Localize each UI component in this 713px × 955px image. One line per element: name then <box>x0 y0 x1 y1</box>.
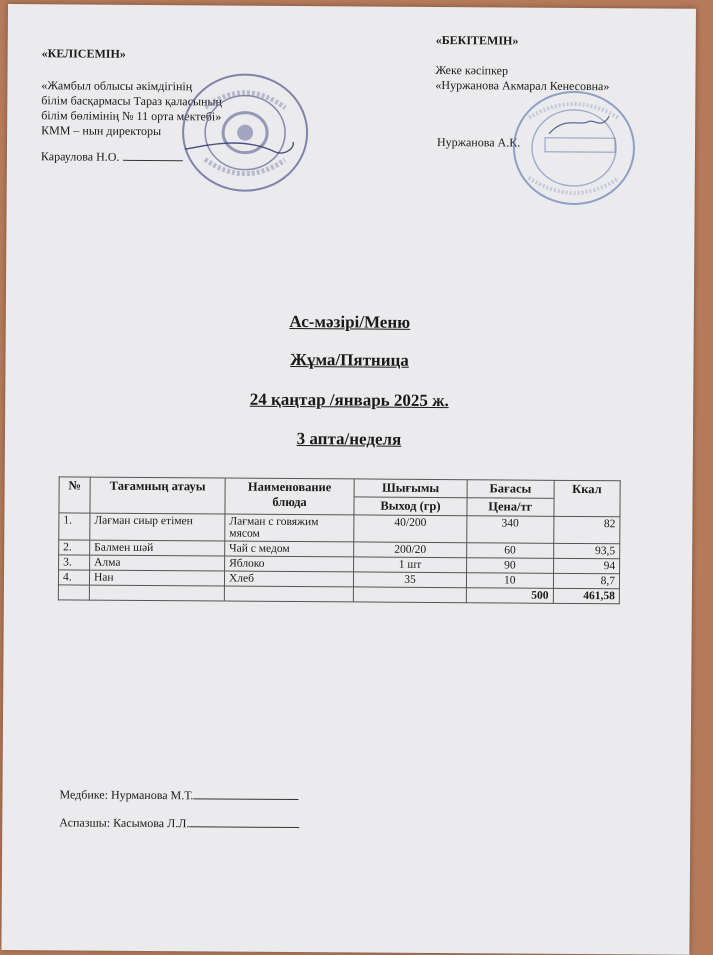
row-price: 10 <box>466 573 553 589</box>
row-yield: 1 шт <box>354 557 467 573</box>
col-name-kz: Тағамның атауы <box>90 477 225 514</box>
empty-cell <box>89 585 224 601</box>
row-name-kz: Нан <box>89 570 224 586</box>
org-line: «Жамбыл облысы әкімдігінің <box>41 78 193 94</box>
cook-label: Аспазшы: Касымова Л.Л. <box>59 815 190 831</box>
empty-cell <box>224 586 353 602</box>
row-price: 60 <box>467 543 554 559</box>
approval-right-title: «БЕКІТЕМІН» <box>435 32 519 48</box>
org-line: Жеке кәсіпкер <box>435 62 509 78</box>
row-price: 340 <box>467 516 554 544</box>
document-page <box>1 4 696 955</box>
table-header-row <box>59 477 620 499</box>
row-number: 2. <box>59 540 90 555</box>
date-title: 24 қаңтар /январь 2025 ж. <box>249 389 449 411</box>
left-signer-name: Караулова Н.О. <box>40 149 120 164</box>
col-name-ru: Наименование блюда <box>225 478 354 515</box>
row-name-ru: Лағман с говяжим мясом <box>225 514 354 542</box>
cook-line <box>59 815 299 832</box>
empty-cell <box>58 585 89 600</box>
left-signer <box>41 149 183 165</box>
menu-title: Ас-мәзірі/Меню <box>289 311 411 332</box>
row-kcal: 94 <box>553 558 619 573</box>
row-yield: 40/200 <box>354 515 467 543</box>
col-kcal: Ккал <box>554 480 621 516</box>
total-kcal: 461,58 <box>553 588 619 603</box>
table-total-row <box>58 585 619 604</box>
signature-line <box>189 826 299 828</box>
col-price-ru: Цена/тг <box>467 498 554 517</box>
row-kcal: 8,7 <box>553 573 619 588</box>
row-number: 1. <box>59 513 90 540</box>
org-line: КММ – нын директоры <box>41 123 162 139</box>
row-name-kz: Алма <box>90 555 225 571</box>
row-name-kz: Балмен шәй <box>90 540 225 556</box>
row-name-ru: Хлеб <box>224 571 353 587</box>
nurse-line <box>59 787 298 804</box>
nurse-label: Медбике: Нурманова М.Т. <box>59 787 194 803</box>
org-line: білім басқармасы Тараз қаласының <box>41 93 222 109</box>
row-number: 3. <box>59 555 90 570</box>
row-number: 4. <box>58 570 89 585</box>
day-title: Жұма/Пятница <box>290 349 409 370</box>
row-yield: 35 <box>353 572 466 588</box>
table-row <box>59 513 620 544</box>
week-title: 3 апта/неделя <box>296 429 402 449</box>
org-line: «Нуржанова Акмарал Кенесовна» <box>435 77 610 94</box>
total-price: 500 <box>466 588 553 604</box>
col-number: № <box>59 477 90 513</box>
org-line: білім бөлімінің № 11 орта мектебі» <box>41 108 222 124</box>
row-price: 90 <box>467 558 554 574</box>
col-yield-ru: Выход (гр) <box>354 497 467 516</box>
menu-table <box>58 476 621 604</box>
empty-cell <box>353 587 466 603</box>
col-price-kz: Бағасы <box>467 480 554 499</box>
signature-line <box>193 798 298 800</box>
row-yield: 200/20 <box>354 542 467 558</box>
right-signer: Нуржанова А.К. <box>436 134 521 150</box>
row-name-kz: Лағман сиыр етімен <box>90 513 225 541</box>
school-seal-stamp <box>175 67 316 198</box>
row-kcal: 93,5 <box>553 543 619 558</box>
row-name-ru: Чай с медом <box>225 541 354 557</box>
entrepreneur-seal-stamp <box>509 86 640 211</box>
signature-line <box>122 160 182 161</box>
row-kcal: 82 <box>553 516 620 543</box>
row-name-ru: Яблоко <box>225 556 354 572</box>
col-yield-kz: Шығымы <box>354 479 467 498</box>
approval-left-title: «КЕЛІСЕМІН» <box>41 46 126 61</box>
